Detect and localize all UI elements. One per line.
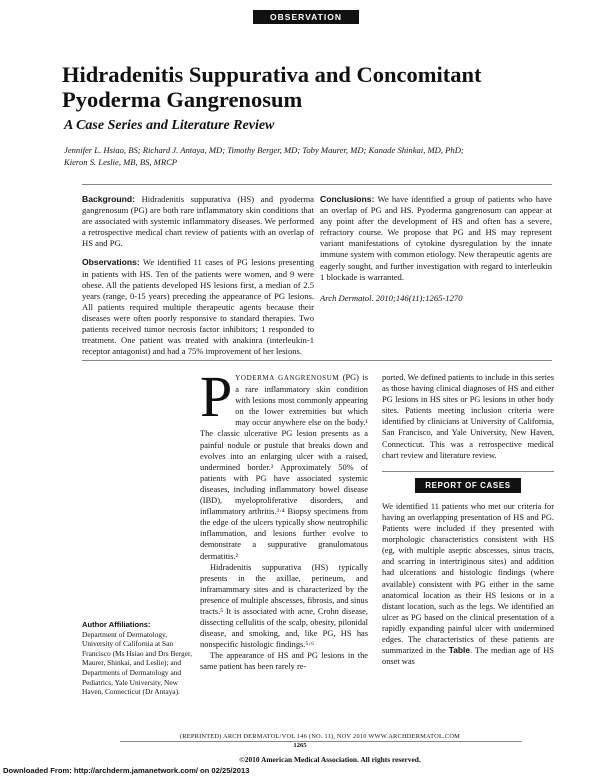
- hs-paragraph: Hidradenitis suppurativa (HS) typically presents in the axillae, perineum, and inframammary sites and is characterized by the presence of multiple abscesses, fibrosis, and sinus tracts.⁵ It is associated with acne, Crohn disease, dissecting cellulitis of the scalp, obesity, pilonidal disease, and smoking, and, like PG, HS has nonspecific histologic findings.⁵·⁶: [200, 562, 368, 650]
- running-footer: (REPRINTED) ARCH DERMATOL/VOL 146 (NO. 11), NOV 2010 WWW.ARCHDERMATOL.COM: [179, 733, 461, 740]
- abstract-observations: [82, 257, 314, 357]
- abstract-conclusions: [320, 194, 552, 283]
- affiliations-label: Author Affiliations:: [82, 620, 151, 629]
- intro-text: (PG) is a rare inflammatory skin condition with lesions most commonly appearing on the lower extremities but which may occur anywhere else on the body.¹ The classic ulcerative PG lesion presents as a painful nodule or pustule that breaks down and evolves into an enlarging ulcer with a raised, undermined border.² Approximately 50% of patients with PG have associated systemic diseases, including inflammatory bowel disease (IBD), myeloproliferative disorders, and inflammatory arthritis.³·⁴ Biopsy specimens from the edge of the ulcers typically show neutrophilic inflammation, and lesions further evolve to demonstrate a suppurative granulomatous dermatitis.²: [200, 373, 369, 561]
- overlap-paragraph: The appearance of HS and PG lesions in the same patient has been rarely re-: [200, 651, 368, 672]
- body-middle-column: [200, 364, 369, 673]
- observations-text: We identified 11 cases of PG lesions presenting in patients with HS. Ten of the patients were women, and 9 were obese. All the patients developed HS lesions first, a median of 2.5 years (range, 0-15 years) preceding the appearance of PG lesions. All patients required multiple therapeutic agents because their diseases were often poorly responsive to standard therapies. Two patients received tumor necrosis factor inhibitors; 1 responded to treatment. One patient was treated with anakinra (interleukin-1 receptor antagonist) and had a 75% improvement of her lesions.: [82, 257, 314, 357]
- copyright-line: ©2010 American Medical Association. All rights reserved.: [239, 755, 421, 764]
- article-subtitle: A Case Series and Literature Review: [64, 118, 275, 133]
- author-affiliations: [82, 620, 200, 697]
- abstract-left-column: [82, 194, 314, 365]
- section-tag: OBSERVATION: [253, 10, 359, 24]
- download-stamp: Downloaded From: http://archderm.jamanetwork.com/ on 02/25/2013: [3, 766, 250, 775]
- conclusions-text: We have identified a group of patients who have an overlap of PG and HS. Pyoderma gangrenosum can appear at any point after the development of HS and often has a severe, refractory course. We propose that PG and HS may represent variant manifestations of cytokine dysregulation by the innate immune system with common etiology. New therapeutic agents are eagerly sought, and further investigation with regard to interleukin 1 blockade is warranted.: [320, 194, 553, 282]
- author-list: Jennifer L. Hsiao, BS; Richard J. Antaya, MD; Timothy Berger, MD; Toby Maurer, MD; Kanade Shinkai, MD, PhD; Kieron S. Leslie, MB, BS, MRCP: [64, 145, 464, 167]
- methods-paragraph: ported. We defined patients to include in this series as those having clinical diagnoses of HS and either PG lesions in HS sites or PG lesions in other body sites. Patients meeting inclusion criteria were identified by clinicians at University of California, San Francisco, and Yale University, New Haven, Connecticut. This was a retrospective medical chart review and literature review.: [382, 373, 554, 460]
- affiliations-text: Department of Dermatology, University of California at San Francisco (Ms Hsiao and Drs Berger, Maurer, Shinkai, and Leslie); and Departments of Dermatology and Pediatrics, Yale University, New Haven, Connecticut (Dr Antaya).: [82, 629, 192, 697]
- abstract-right-column: [320, 194, 552, 312]
- article-title: Hidradenitis Suppurativa and Concomitant Pyoderma Gangrenosum: [62, 62, 482, 112]
- lead-smallcaps: YODERMA GANGRENOSUM: [235, 374, 340, 382]
- abstract-background: [82, 194, 314, 249]
- citation: Arch Dermatol. 2010;146(11):1265-1270: [320, 292, 463, 303]
- report-of-cases-heading: REPORT OF CASES: [415, 478, 520, 493]
- intro-paragraph: [200, 364, 369, 562]
- report-heading-box: [382, 471, 554, 493]
- table-reference[interactable]: Table: [448, 645, 470, 656]
- cases-text-end: . The median age of HS onset was: [382, 646, 554, 667]
- body-right-column: [382, 372, 554, 667]
- cases-text: We identified 11 patients who met our criteria for having an overlapping presentation of HS and PG. Patients were included if they presented with morphologic characteristics consistent with HS (eg, with multiple aseptic abscesses, sinus tracts, and scarring in intertriginous sites) and addition had ulcerations and histologic findings (where available) consistent with PG either in the same anatomical location as their HS lesions or in a distant location, such as the legs. We identified an ulcer as PG based on the clinical presentation of a rapidly expanding painful ulcer with undermined edges. The characteristics of these patients are summarized in the: [382, 501, 554, 656]
- abstract-bottom-rule: [82, 360, 552, 361]
- conclusions-label: Conclusions:: [320, 194, 375, 204]
- background-label: Background:: [82, 194, 135, 204]
- cases-paragraph: [382, 501, 554, 667]
- page-number: 1265: [293, 742, 307, 749]
- background-text: Hidradenitis suppurativa (HS) and pyoderma gangrenosum (PG) are both rare inflammatory skin conditions that are associated with systemic inflammatory diseases. We performed a retrospective medical chart review of patients with an overlap of HS and PG.: [82, 194, 314, 249]
- drop-cap: P: [200, 364, 233, 429]
- observations-label: Observations:: [82, 257, 140, 268]
- abstract-top-rule: [82, 184, 552, 185]
